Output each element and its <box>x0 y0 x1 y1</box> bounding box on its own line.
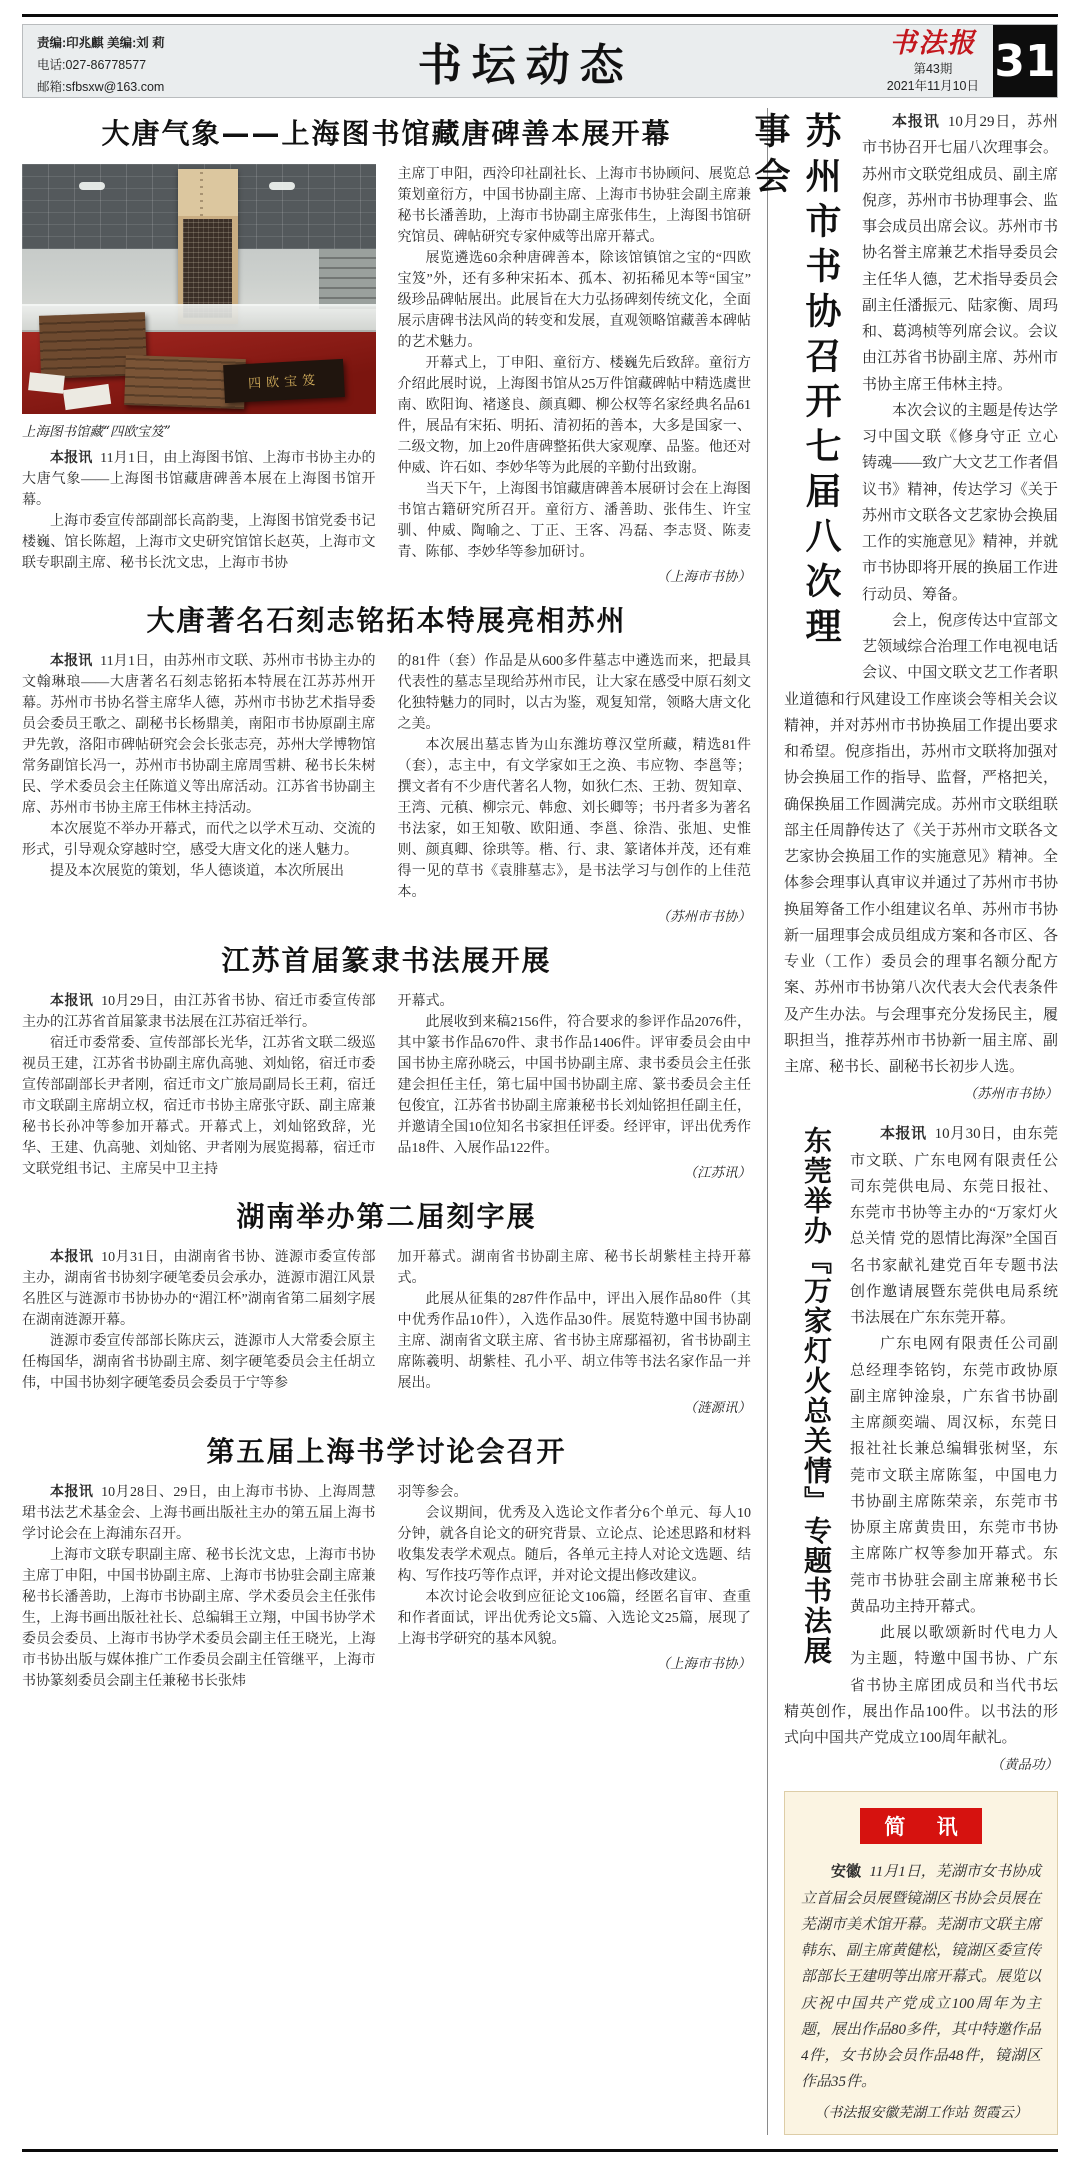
masthead-issue-block <box>873 25 993 97</box>
photo-paper <box>28 372 65 393</box>
paragraph: 主席丁申阳，西泠印社副社长、上海市书协顾问、展览总策划童衍方，中国书协副主席、上海市书协驻会副主席兼秘书长潘善助，上海市书协副主席张伟生，上海图书馆研究馆员、碑帖研究专家仲威等出席开幕式。 <box>397 167 751 245</box>
paragraph <box>22 1482 376 1545</box>
attribution: （上海市书协） <box>656 1656 751 1672</box>
dateline-label: 本报讯 <box>50 993 94 1009</box>
dateline-label: 本报讯 <box>50 653 93 669</box>
paragraph-text: 11月1日，芜湖市女书协成立首届会员展暨镜湖区书协会员展在芜湖市美术馆开幕。芜湖市文联主席韩东、副主席黄健松，镜湖区委宣传部部长王建明等出席开幕式。展览以庆祝中国共产党成立100周年为主题，展出作品80多件，其中特邀作品4件，女书协会员作品48件，镜湖区作品35件。 <box>801 1864 1042 2091</box>
attribution: （苏州市书协） <box>963 1086 1058 1102</box>
article-left-column <box>22 164 376 585</box>
article-title: 江苏首届篆隶书法展开展 <box>221 944 552 977</box>
photo-light <box>269 182 295 190</box>
paragraph-text: 10月31日，由湖南省书协、涟源市委宣传部主办，湖南省书协刻字硬笔委员会承办，涟源市湄江风景名胜区与涟源市书协协办的“湄江杯”湖南省第二届刻字展在湖南涟源开幕。 <box>22 1250 376 1328</box>
paragraph: 此展以歌颂新时代电力人为主题，特邀中国书协、广东省书协主席团成员和当代书坛精英创作，展出作品100件。以书法的形式向中国共产党成立100周年献礼。 <box>784 1625 1058 1746</box>
brief-news-header: 简 讯 <box>860 1808 982 1844</box>
main-column <box>22 108 768 2135</box>
article-title: 大唐气象——上海图书馆藏唐碑善本展开幕 <box>101 117 672 150</box>
paragraph <box>22 651 376 819</box>
paragraph: 宿迁市委常委、宣传部部长光华，江苏省文联二级巡视员王建，江苏省书协副主席仇高驰、刘灿铭，宿迁市委宣传部副部长尹者刚，宿迁市文广旅局副局长王莉，宿迁市文联副主席胡立权，宿迁市书协主席张守跃、副主席兼秘书长孙冲等参加开幕式。开幕式上，刘灿铭致辞，光华、王建、仇高驰、刘灿铭、尹者刚为展览揭幕，宿迁市文联党组书记、主席吴中卫主持 <box>22 1036 376 1177</box>
photo-light <box>79 182 105 190</box>
phone-line: 电话:027-86778577 <box>37 57 147 72</box>
brief-news-box <box>784 1791 1058 2134</box>
paragraph-text: 10月30日，由东莞市文联、广东电网有限责任公司东莞供电局、东莞日报社、东莞市书协等主办的“万家灯火总关情 党的恩情比海深”全国百名书家献礼建党百年专题书法创作邀请展暨东莞供电局系统书法展在广东东莞开幕。 <box>850 1126 1058 1326</box>
attribution: （黄品功） <box>990 1757 1058 1773</box>
paragraph-text: 11月1日，由上海图书馆、上海市书协主办的大唐气象——上海图书馆藏唐碑善本展在上海图书馆开幕。 <box>22 451 376 508</box>
paragraph: 本次展览不举办开幕式，而代之以学术互动、交流的形式，引导观众穿越时空，感受大唐文化的迷人魅力。 <box>22 822 376 858</box>
paragraph: 此展收到来稿2156件，符合要求的参评作品2076件，其中篆书作品670件、隶书作品1406件。评审委员会由中国书协主席孙晓云，中国书协副主席、隶书委员会主任张建会担任主任，第七届中国书协副主席、篆书委员会主任包俊宜，江苏省书协副主席兼秘书长刘灿铭担任副主任，并邀请全国10位知名书家担任评委。经评审，评出优秀作品18件、入展作品122件。 <box>397 1015 751 1156</box>
attribution: （上海市书协） <box>656 569 751 585</box>
dateline-label: 本报讯 <box>50 1249 94 1265</box>
paragraph: 会议期间，优秀及入选论文作者分6个单元、每人10分钟，就各自论文的研究背景、立论点、论述思路和材料收集发表学术观点。随后，各单元主持人对论文选题、结构、写作技巧等作点评，并对论文提出修改建议。 <box>397 1506 751 1584</box>
editor-line: 责编:印兆麒 美编:刘 莉 <box>37 36 165 50</box>
paragraph: 涟源市委宣传部部长陈庆云，涟源市人大常委会原主任梅国华，湖南省书协副主席、刻字硬笔委员会主任胡立伟，中国书协刻字硬笔委员会委员于宁等参 <box>22 1334 376 1391</box>
paragraph <box>22 991 376 1033</box>
paragraph: 羽等参会。 <box>397 1485 468 1500</box>
paragraph-text: 11月1日，由苏州市文联、苏州市书协主办的文翰琳琅——大唐著名石刻志铭拓本特展在江苏苏州开幕。苏州市书协名誉主席华人德，苏州市书协艺术指导委员会委员王歌之、副秘书长杨鼎美，南阳市书协原副主席尹先敦，洛阳市碑帖研究会会长张志亮，苏州大学博物馆常务副馆长冯一，苏州市书协副主席周雪耕、秘书长朱树民、学术委员会主任陈道义等出席活动。江苏省书协副主席、苏州市书协主席王伟林主持活动。 <box>22 654 376 816</box>
paragraph: 开幕式。 <box>397 994 454 1009</box>
content-area <box>22 108 1058 2135</box>
section-title: 书坛动态 <box>417 40 634 91</box>
paragraph-text: 10月28日、29日，由上海市书协、上海周慧珺书法艺术基金会、上海书画出版社主办的第五届上海书学讨论会在上海浦东召开。 <box>22 1485 376 1542</box>
attribution: （书法报安徽芜湖工作站 贺霞云） <box>814 2105 1028 2121</box>
dateline-label: 本报讯 <box>880 1124 927 1143</box>
paragraph: 开幕式上，丁申阳、童衍方、楼巍先后致辞。童衍方介绍此展时说，上海图书馆从25万件馆藏碑帖中精选虞世南、欧阳询、褚遂良、颜真卿、柳公权等名家经典名品61件，展品有宋拓、明拓、清初拓的善本，大多是国家一、二级文物，加上20件唐碑整拓供大家观摩、品鉴。他还对仲威、许石如、李妙华等为此展的辛勤付出致谢。 <box>397 356 751 476</box>
issue-number: 第43期 <box>913 62 953 77</box>
article-datang-shanghai <box>22 112 751 585</box>
sidebar-column <box>749 108 1058 2135</box>
article-title: 第五届上海书学讨论会召开 <box>206 1435 567 1468</box>
article-left-column <box>22 991 376 1181</box>
paragraph: 本次讨论会收到应征论文106篇，经匿名盲审、查重和作者面试，评出优秀论文5篇、入选论文25篇，展现了上海书学研究的基本风貌。 <box>397 1590 751 1647</box>
article-left-column <box>22 1247 376 1416</box>
masthead-contact-block <box>23 25 179 97</box>
article-dongguan-shufazhan <box>784 1120 1058 1773</box>
photo-caption: 上海图书馆藏“四欧宝笈” <box>22 424 171 440</box>
region-label: 安徽 <box>831 1862 862 1881</box>
exhibition-photo <box>22 164 376 414</box>
paragraph: 展览遴选60余种唐碑善本，除该馆镇馆之宝的“四欧宝笈”外，还有多种宋拓本、孤本、初拓稀见本等“国宝”级珍品碑帖展出。此展旨在大力弘扬碑刻传统文化，全面展示唐碑书法风尚的转变和发展，直观领略馆藏善本碑帖的艺术魅力。 <box>397 251 751 350</box>
paragraph-text: 10月29日，苏州市书协召开七届八次理事会。苏州市文联党组成员、副主席倪彦，苏州市书协理事会、监事会成员出席会议。苏州市书协名誉主席兼艺术指导委员会主任华人德，艺术指导委员会副主任潘振元、陆家衡、周玛和、葛鸿桢等列席会议。会议由江苏省书协副主席、苏州市书协主席王伟林主持。 <box>862 114 1058 393</box>
paragraph: 加开幕式。湖南省书协副主席、秘书长胡紫桂主持开幕式。 <box>397 1250 751 1286</box>
page-number-badge: 31 <box>993 25 1057 97</box>
dateline-label: 本报讯 <box>50 1484 94 1500</box>
photo-scroll-header <box>178 169 238 216</box>
paragraph: 本次展出墓志皆为山东潍坊尊汉堂所藏，精选81件（套），志主中，有文学家如王之涣、韦应物、李邕等；撰文者有不少唐代著名人物，如狄仁杰、王勃、贺知章、王湾、元稹、柳宗元、韩愈、刘长卿等；书丹者多为著名书法家，如王知敬、欧阳通、李邕、徐浩、张旭、史惟则、颜真卿、徐珙等。楷、行、隶、篆诸体并茂，还有难得一见的草书《袁腓墓志》，是书法学习与创作的上佳范本。 <box>397 738 751 900</box>
article-right-column <box>398 1247 752 1416</box>
dateline-label: 本报讯 <box>50 450 93 466</box>
top-border-rule <box>22 14 1058 17</box>
article-title: 大唐著名石刻志铭拓本特展亮相苏州 <box>146 604 627 637</box>
photo-hanging-scroll <box>178 169 238 324</box>
paragraph <box>22 1247 376 1331</box>
photo-shelf <box>319 249 376 309</box>
article-shanghai-shuxue <box>22 1430 751 1692</box>
paragraph <box>22 448 376 511</box>
paragraph: 广东电网有限责任公司副总经理李铭钧，东莞市政协原副主席钟淦泉，广东省书协副主席颜奕端、周汉标，东莞日报社社长兼总编辑张树坚，东莞市文联主席陈玺，中国电力书协副主席陈荣亲，东莞市书协原主席黄贵田，东莞市书协主席陈广权等参加开幕式。东莞市书协驻会副主席兼秘书长黄品功主持开幕式。 <box>850 1336 1058 1615</box>
article-suzhou-lishihui <box>749 108 1058 1102</box>
paragraph: 当天下午，上海图书馆藏唐碑善本展研讨会在上海图书馆古籍研究所召开。童衍方、潘善助、张伟生、许宝驯、仲威、陶喻之、丁正、王客、冯磊、李志贤、陈麦青、陈郁、李妙华等参加研讨。 <box>397 482 751 560</box>
masthead-center <box>179 25 873 97</box>
paragraph: 此展从征集的287件作品中，评出入展作品80件（其中优秀作品10件），入选作品30件。展览特邀中国书协副主席、湖南省文联主席、省书协主席鄢福初，省书协副主席陈羲明、胡紫桂、孔小平、胡立伟等书法名家作品一并展出。 <box>397 1292 751 1391</box>
issue-date: 2021年11月10日 <box>886 78 979 93</box>
article-datang-suzhou <box>22 599 751 925</box>
paragraph: 本次会议的主题是传达学习中国文联《修身守正 立心铸魂——致广大文艺工作者倡议书》精神，传达学习《关于苏州市文联各文艺家协会换届工作的实施意见》精神，并就市书协即将开展的换届工作进行动员、筹备。 <box>862 402 1058 603</box>
photo-rubbing <box>183 219 232 318</box>
attribution: （江苏讯） <box>683 1165 751 1181</box>
paragraph: 的81件（套）作品是从600多件墓志中遴选而来，把最具代表性的墓志呈现给苏州市民，让大家在感受中原石刻文化独特魅力的同时，以古为鉴，观复知常，领略大唐文化之美。 <box>397 654 751 732</box>
article-left-column <box>22 651 376 925</box>
vertical-headline: 东莞举办『万家灯火总关情』专题书法展 <box>800 1126 833 1667</box>
paragraph: 提及本次展览的策划，华人德谈道，本次所展出 <box>50 864 344 879</box>
dateline-label: 本报讯 <box>892 112 940 130</box>
article-right-column <box>398 651 752 925</box>
attribution: （涟源讯） <box>683 1400 751 1416</box>
attribution: （苏州市书协） <box>656 909 751 925</box>
paper-logo: 书法报 <box>889 28 977 60</box>
paragraph <box>801 1858 1041 2095</box>
photo-plaque <box>223 358 345 402</box>
email-line: 邮箱:sfbsxw@163.com <box>37 79 165 94</box>
bottom-border-rule <box>22 2149 1058 2152</box>
article-title: 湖南举办第二届刻字展 <box>236 1200 537 1233</box>
article-right-column <box>398 991 752 1181</box>
article-right-column <box>398 1482 752 1692</box>
article-hunan-kezi <box>22 1195 751 1416</box>
photo-plaque-text: 四欧宝笈 <box>247 372 321 392</box>
paragraph: 会上，倪彦传达中宣部文艺领域综合治理工作电视电话会议、中国文联文艺工作者职业道德和行风建设工作座谈会等相关会议精神，并对苏州市书协换届工作提出要求和希望。倪彦指出，苏州市文联将加强对协会换届工作的指导、监督，严格把关，确保换届工作圆满完成。苏州市文联组联部主任周静传达了《关于苏州市文联各文艺家协会换届工作的实施意见》精神。全体参会理事认真审议并通过了苏州市书协换届筹备工作小组建议名单、苏州市书协新一届理事会成员组成方案和各市区、各专业（工作）委员会的理事名额分配方案、苏州市书协第八次代表大会代表条件及产生办法。与会理事充分发扬民主，履职担当，推荐苏州市书协新一届主席、副主席、秘书长、副秘书长初步人选。 <box>784 612 1058 1075</box>
article-right-column <box>398 164 752 585</box>
paragraph-text: 10月29日，由江苏省书协、宿迁市委宣传部主办的江苏省首届篆隶书法展在江苏宿迁举行。 <box>22 994 376 1030</box>
article-jiangsu-zhuanli <box>22 939 751 1181</box>
article-left-column <box>22 1482 376 1692</box>
vertical-headline: 苏州市书协召开七届八次理事会 <box>749 112 841 652</box>
paragraph: 上海市委宣传部副部长高韵斐，上海图书馆党委书记楼巍、馆长陈超，上海市文史研究馆馆长赵英，上海市文联专职副主席、秘书长沈文忠，上海市书协 <box>22 514 376 571</box>
paragraph: 上海市文联专职副主席、秘书长沈文忠，上海市书协主席丁申阳，中国书协副主席、上海市书协驻会副主席兼秘书长潘善助，上海市书协副主席、学术委员会主任张伟生，上海书画出版社社长、总编辑王立翔，中国书协学术委员会委员、上海市书协学术委员会副主任王晓光，上海市书协出版与媒体推广工作委员会副主任管继平，上海市书协篆刻委员会副主任兼秘书长张炜 <box>22 1548 376 1689</box>
masthead <box>22 24 1058 98</box>
